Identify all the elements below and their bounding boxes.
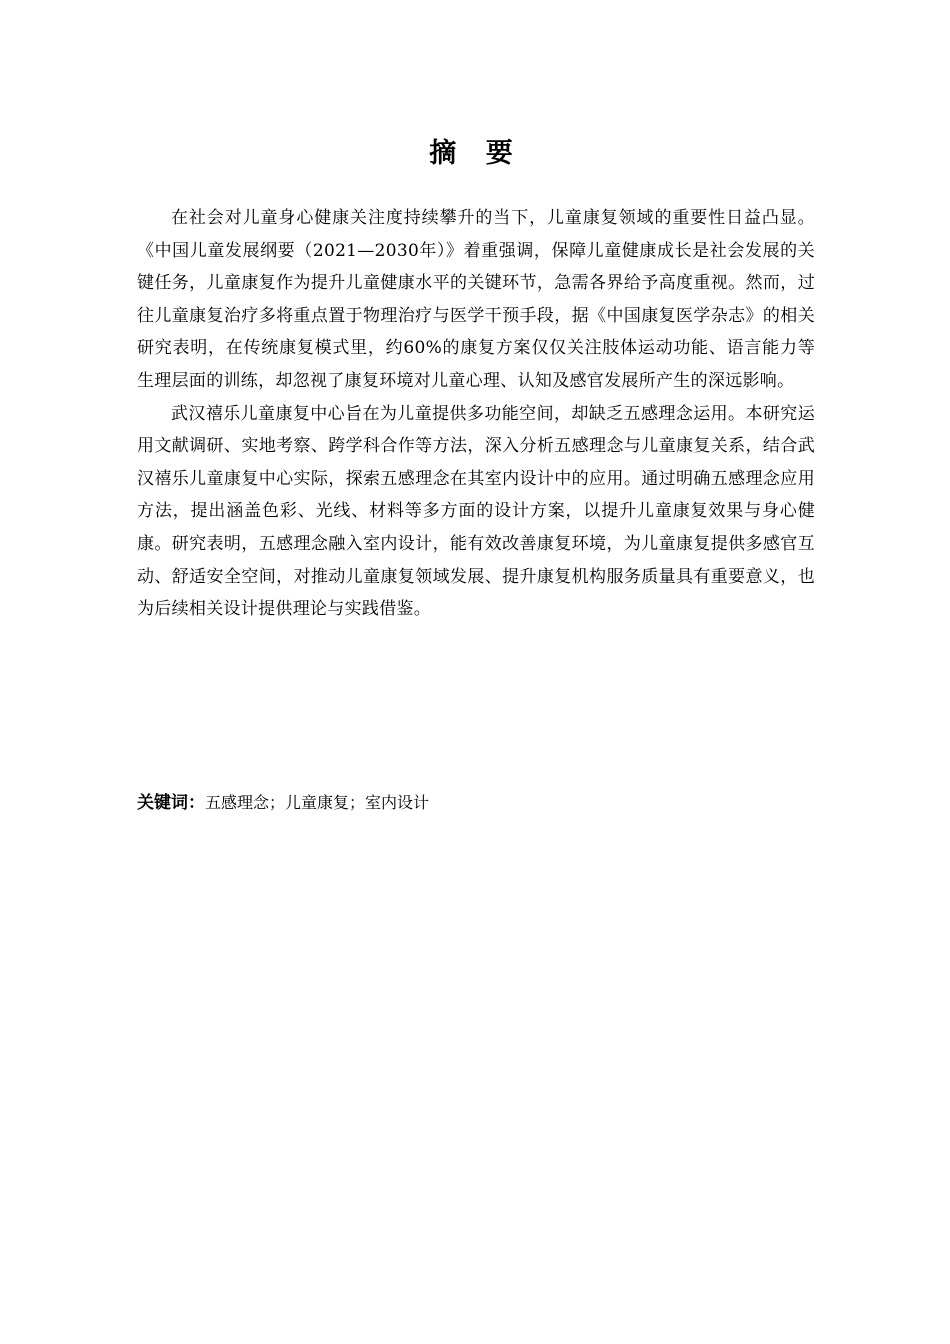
keywords-label: 关键词： — [137, 793, 205, 813]
abstract-title: 摘 要 — [429, 138, 523, 169]
abstract-body — [137, 202, 815, 626]
keywords-line — [137, 788, 815, 818]
keywords-text: 五感理念；儿童康复；室内设计 — [205, 793, 430, 812]
document-page — [137, 0, 815, 1344]
abstract-paragraph-2: 武汉禧乐儿童康复中心旨在为儿童提供多功能空间，却缺乏五感理念运用。本研究运用文献调研、实地考察、跨学科合作等方法，深入分析五感理念与儿童康复关系，结合武汉禧乐儿童康复中心实际，探索五感理念在其室内设计中的应用。通过明确五感理念应用方法，提出涵盖色彩、光线、材料等多方面的设计方案，以提升儿童康复效果与身心健康。研究表明，五感理念融入室内设计，能有效改善康复环境，为儿童康复提供多感官互动、舒适安全空间，对推动儿童康复领域发展、提升康复机构服务质量具有重要意义，也为后续相关设计提供理论与实践借鉴。 — [137, 403, 815, 620]
abstract-paragraph-1: 在社会对儿童身心健康关注度持续攀升的当下，儿童康复领域的重要性日益凸显。《中国儿童发展纲要（2021—2030年）》着重强调，保障儿童健康成长是社会发展的关键任务，儿童康复作为提升儿童健康水平的关键环节，急需各界给予高度重视。然而，过往儿童康复治疗多将重点置于物理治疗与医学干预手段，据《中国康复医学杂志》的相关研究表明，在传统康复模式里，约60%的康复方案仅仅关注肢体运动功能、语言能力等生理层面的训练，却忽视了康复环境对儿童心理、认知及感官发展所产生的深远影响。 — [137, 208, 815, 391]
